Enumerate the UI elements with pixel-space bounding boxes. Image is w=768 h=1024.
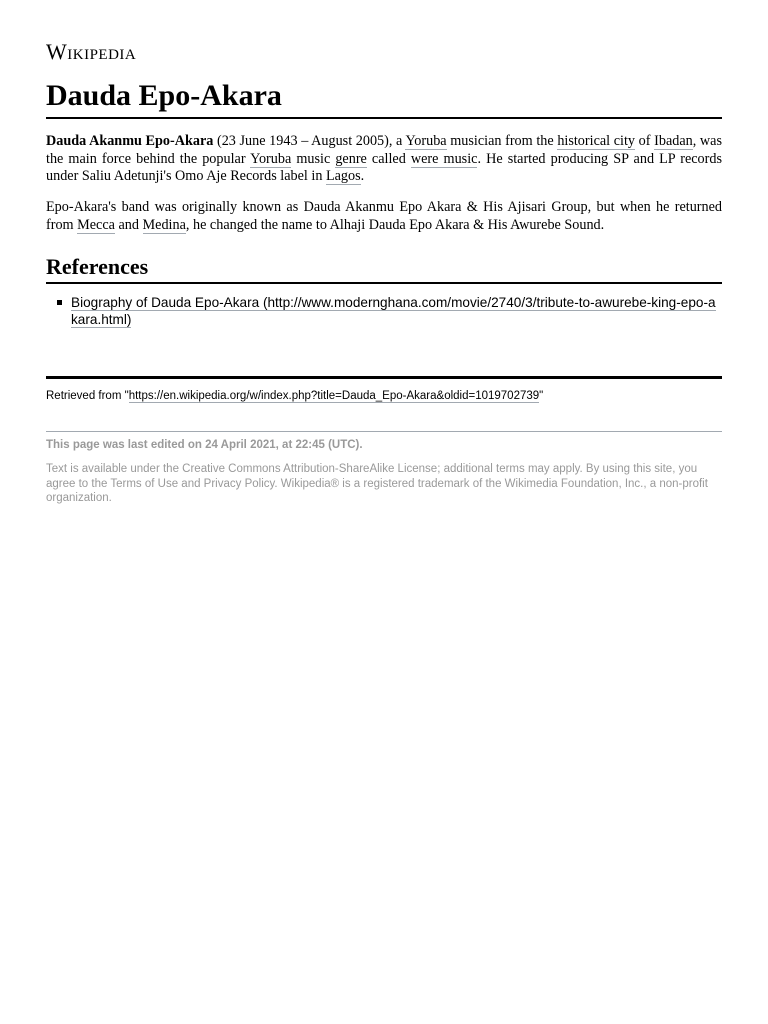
text-run: music xyxy=(291,150,336,167)
footer-divider xyxy=(46,376,722,379)
retrieved-url-link[interactable]: https://en.wikipedia.org/w/index.php?title=Dauda_Epo-Akara&oldid=1019702739 xyxy=(128,390,540,402)
link-historical-city[interactable]: historical city xyxy=(557,133,636,149)
text-run: musician from the xyxy=(446,133,558,149)
references-divider xyxy=(46,282,722,284)
retrieved-suffix: " xyxy=(539,390,544,402)
bullet-icon xyxy=(57,300,62,305)
link-lagos[interactable]: Lagos xyxy=(325,168,361,184)
text-run: Epo-Akara's band was originally known as Dauda Akanmu Epo Akara & His Ajisari Group, but when he returned from xyxy=(46,199,722,233)
text-run: (23 June 1943 – August 2005), a xyxy=(213,133,406,149)
license-notice: Text is available under the Creative Commons Attribution-ShareAlike License; additional terms may apply. By using this site, you agree to the Terms of Use and Privacy Policy. Wikipedia® is a registered trademark of the Wikimedia Foundation, Inc., a non-profit organization. xyxy=(46,463,708,504)
page-title: Dauda Epo-Akara xyxy=(46,79,282,112)
text-run: . He started producing SP and LP records under Saliu Adetunji's Omo Aje Records label in xyxy=(46,150,722,184)
link-yoruba[interactable]: Yoruba xyxy=(405,133,447,149)
text-run: . xyxy=(360,168,365,184)
intro-paragraph xyxy=(46,133,722,186)
retrieved-from xyxy=(46,389,722,404)
text-run: of xyxy=(635,133,655,149)
title-divider xyxy=(46,117,722,119)
references-heading: References xyxy=(46,254,149,279)
text-run: called xyxy=(366,150,411,167)
band-paragraph xyxy=(46,199,722,234)
text-run: , was the main force behind the popular xyxy=(46,133,722,167)
references-list xyxy=(46,294,722,328)
subject-name: Dauda Akanmu Epo-Akara xyxy=(46,133,214,149)
last-edited-notice: This page was last edited on 24 April 2021, at 22:45 (UTC). xyxy=(46,439,363,451)
text-run: , he changed the name to Alhaji Dauda Epo Akara & His Awurebe Sound. xyxy=(185,216,605,233)
retrieved-prefix: Retrieved from " xyxy=(46,390,129,402)
text-run: and xyxy=(114,216,143,233)
link-mecca[interactable]: Mecca xyxy=(77,216,115,233)
link-genre[interactable]: genre xyxy=(335,150,367,167)
reference-link[interactable]: Biography of Dauda Epo-Akara (http://www.modernghana.com/movie/2740/3/tribute-to-awurebe-king-epo-akara.html) xyxy=(71,295,716,327)
link-medina[interactable]: Medina xyxy=(142,216,186,233)
footer-thin-divider xyxy=(46,431,722,432)
link-yoruba-music[interactable]: Yoruba xyxy=(250,150,292,167)
wikipedia-wordmark[interactable]: Wikipedia xyxy=(46,39,137,64)
reference-item xyxy=(46,294,722,328)
link-ibadan[interactable]: Ibadan xyxy=(654,133,693,149)
link-were-music[interactable]: were music xyxy=(410,150,478,167)
